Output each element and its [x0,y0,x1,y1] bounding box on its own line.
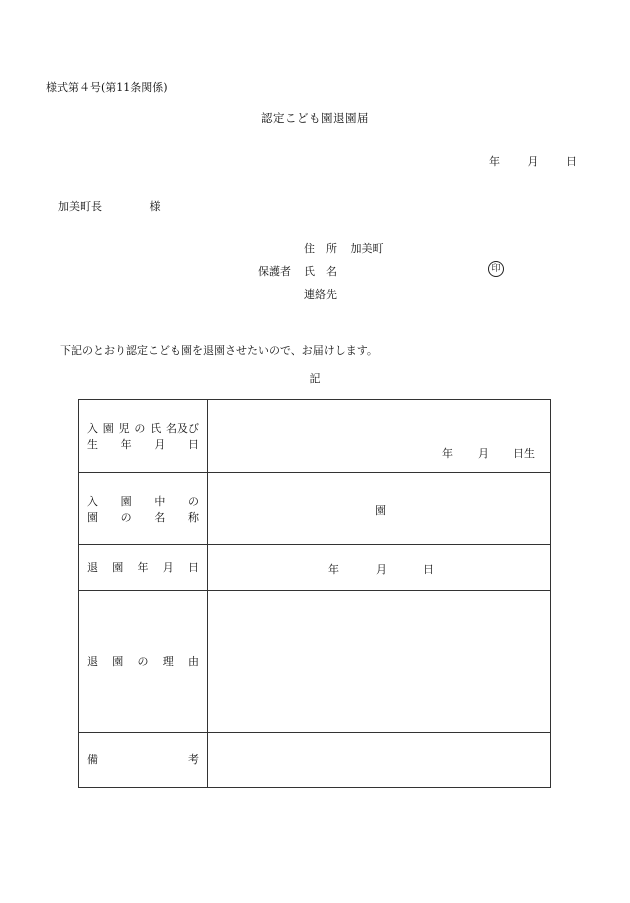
guardian-address-value: 加美町 [350,242,384,255]
label-char: 園 [112,654,124,668]
guardian-label: 保護者 [258,265,291,278]
label-char: の [187,494,199,508]
guardian-name-label: 氏 名 [304,265,337,278]
label-char: 氏 [150,422,162,435]
current-facility-field[interactable] [208,473,551,545]
label-char: 年 [137,560,149,574]
form-number: 様式第４号(第11条関係) [46,81,168,94]
label-char: 園 [87,510,98,524]
current-facility-label [79,473,208,545]
child-name-birthdate-field[interactable] [208,400,551,473]
label-char: 由 [188,654,199,668]
label-char: 月 [154,438,166,451]
label-char: 児 [118,422,130,435]
guardian-contact-label: 連絡先 [304,288,337,301]
submission-date [489,153,577,169]
withdrawal-reason-label [79,591,208,733]
label-char: 生 [87,438,98,451]
withdrawal-month: 月 [376,563,387,576]
label-char: 入 [87,422,98,435]
table-row [79,591,551,733]
label-char: 園 [120,494,132,508]
ki-heading: 記 [309,372,321,385]
table-row [79,733,551,788]
date-day: 日 [566,155,577,168]
label-char: 退 [87,654,98,668]
label-char: の [137,654,149,668]
label-char: 入 [87,494,98,508]
intro-text: 下記のとおり認定こども園を退園させたいので、お届けします。 [60,344,378,357]
birth-day: 日生 [513,447,535,460]
date-month: 月 [527,155,539,168]
child-name-birthdate-label [79,400,208,473]
seal-mark: 印 [488,261,504,277]
withdrawal-reason-field[interactable] [208,591,551,733]
guardian-address [304,240,384,256]
table-row [79,545,551,591]
birth-year: 年 [442,447,453,460]
table-row [79,400,551,473]
addressee-name: 加美町長 [58,200,102,213]
withdrawal-form-table [78,399,551,788]
withdrawal-day: 日 [423,563,434,576]
label-char: 退 [87,560,98,574]
label-char: の [120,510,132,524]
remarks-field[interactable] [208,733,551,788]
label-char: 園 [112,560,124,574]
withdrawal-date-field[interactable] [208,545,551,591]
label-char: の [134,422,146,435]
label-char: 中 [154,494,166,508]
facility-suffix: 園 [375,504,386,517]
addressee-honorific: 様 [149,200,161,213]
label-char: 日 [188,560,199,574]
guardian-address-label: 住 所 [304,242,337,255]
remarks-label [79,733,208,788]
label-char: 月 [162,560,174,574]
label-char: 考 [188,753,199,766]
guardian-contact [304,286,337,302]
guardian-name [304,263,337,279]
label-char: 称 [187,510,199,524]
withdrawal-year: 年 [328,563,339,576]
document-title: 認定こども園退園届 [261,111,369,125]
label-char: 名 [154,510,166,524]
label-char: 日 [187,438,199,451]
label-char: 備 [87,753,98,766]
birth-month: 月 [478,447,489,460]
label-char: 園 [102,422,114,435]
withdrawal-date-label [79,545,208,591]
date-year: 年 [489,155,500,168]
label-char: 年 [120,438,132,451]
label-char: 理 [162,654,174,668]
table-row [79,473,551,545]
addressee [58,198,161,214]
label-char: 名及び [165,422,199,435]
